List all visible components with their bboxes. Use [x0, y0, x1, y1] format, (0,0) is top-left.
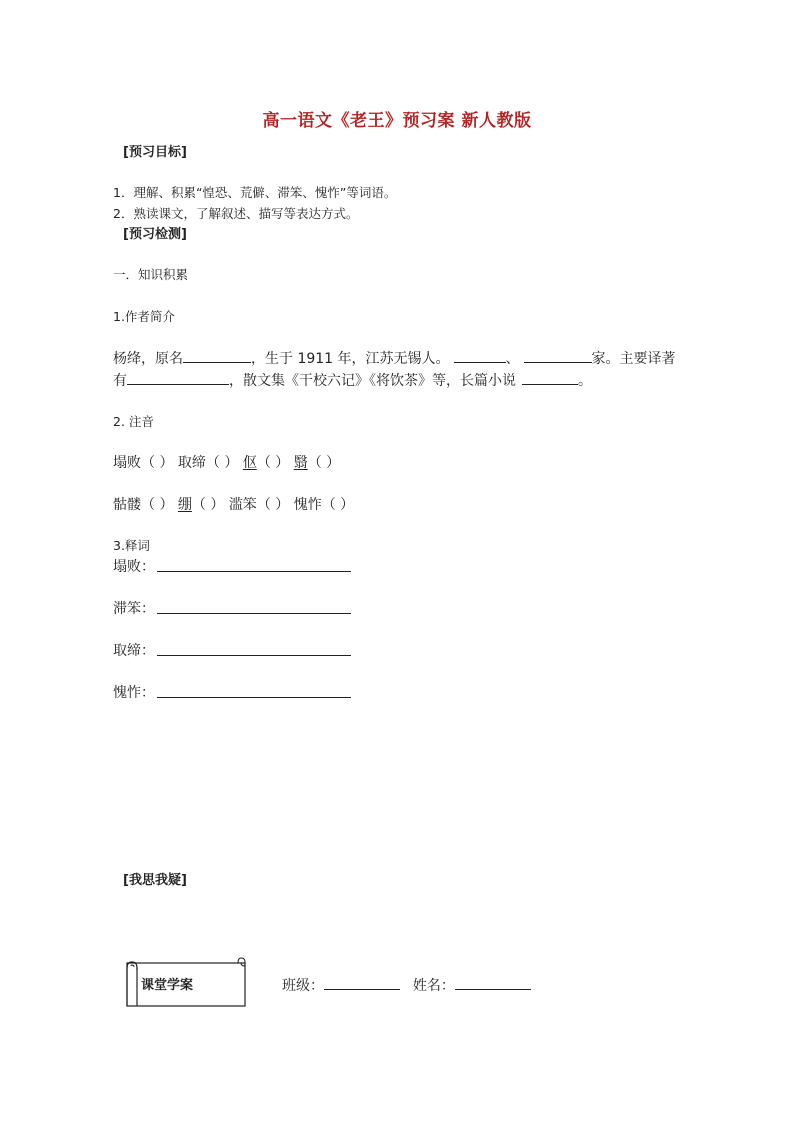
- pinyin-word: 绷: [177, 497, 192, 513]
- class-input[interactable]: [324, 975, 400, 990]
- author-text: 家。主要译著: [591, 351, 676, 367]
- section-goals: [预习目标]: [123, 145, 187, 160]
- definition-label: 取缔：: [113, 643, 155, 659]
- section-check: [预习检测]: [123, 227, 187, 242]
- pinyin-answer-slot[interactable]: （ ）: [256, 455, 290, 471]
- pinyin-answer-slot[interactable]: （ ）: [141, 455, 174, 471]
- author-text: ，散文集《干校六记》《将饮茶》等，长篇小说: [229, 373, 516, 389]
- author-text: 有: [113, 373, 127, 389]
- name-label: 姓名：: [412, 978, 455, 994]
- definition-label: 愧怍：: [113, 685, 155, 701]
- pinyin-answer-slot[interactable]: （ ）: [191, 497, 225, 513]
- pinyin-word: 骷髅: [113, 497, 141, 513]
- definition-answer-line[interactable]: [157, 697, 351, 698]
- pinyin-word: 塌败: [113, 455, 141, 471]
- author-heading: 1.作者简介: [113, 309, 175, 324]
- pinyin-word: 伛: [242, 455, 257, 471]
- identity-blank-1[interactable]: [454, 348, 506, 363]
- pinyin-row-2: [113, 494, 354, 514]
- definition-answer-line[interactable]: [157, 655, 351, 656]
- class-label: 班级：: [282, 978, 324, 994]
- translation-blank[interactable]: [127, 370, 229, 385]
- pinyin-answer-slot[interactable]: （ ）: [205, 455, 239, 471]
- name-input[interactable]: [455, 975, 531, 990]
- pinyin-word: 翳: [293, 455, 308, 471]
- pinyin-row-1: [113, 452, 340, 472]
- author-text: 杨绛，原名: [113, 351, 183, 367]
- section-reflect: [我思我疑]: [123, 873, 187, 888]
- definitions-heading: 3.释词: [113, 538, 150, 553]
- pinyin-answer-slot[interactable]: （ ）: [307, 455, 341, 471]
- pinyin-word: 取缔: [177, 455, 206, 471]
- novel-blank[interactable]: [522, 370, 578, 385]
- author-line-2: [113, 370, 592, 390]
- pinyin-answer-slot[interactable]: （ ）: [256, 497, 290, 513]
- author-text: 。: [578, 373, 592, 389]
- definition-answer-line[interactable]: [157, 571, 351, 572]
- definition-label: 滞笨：: [113, 601, 155, 617]
- original-name-blank[interactable]: [183, 348, 251, 363]
- goal-item-2: 2．熟读课文，了解叙述、描写等表达方式。: [113, 206, 359, 221]
- page-title: 高一语文《老王》预习案 新人教版: [262, 111, 532, 131]
- badge-label: 课堂学案: [141, 978, 194, 993]
- author-text: ，生于 1911 年，江苏无锡人。: [251, 351, 450, 367]
- pinyin-word: 愧怍: [293, 497, 322, 513]
- pinyin-word: 滥笨: [228, 497, 257, 513]
- author-text: 、: [505, 351, 520, 367]
- identity-blank-2[interactable]: [524, 348, 592, 363]
- pinyin-answer-slot[interactable]: （ ）: [141, 497, 174, 513]
- goal-item-1: 1．理解、积累“惶恐、荒僻、滞笨、愧怍”等词语。: [113, 185, 397, 200]
- definition-label: 塌败：: [113, 559, 155, 575]
- author-line-1: [113, 348, 676, 368]
- class-field: [282, 975, 531, 995]
- definition-answer-line[interactable]: [157, 613, 351, 614]
- pinyin-heading: 2. 注音: [113, 414, 154, 429]
- knowledge-heading: 一．知识积累: [113, 267, 189, 282]
- pinyin-answer-slot[interactable]: （ ）: [321, 497, 355, 513]
